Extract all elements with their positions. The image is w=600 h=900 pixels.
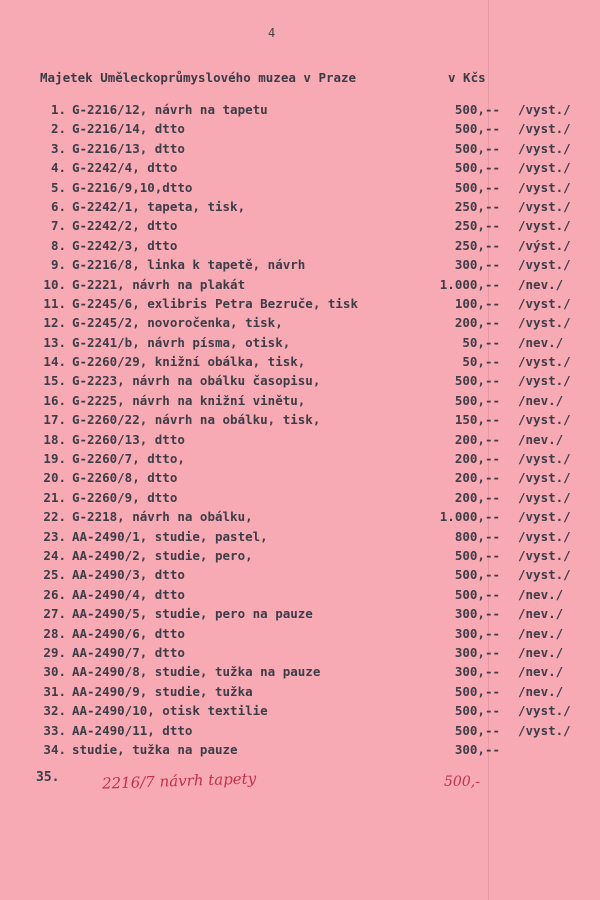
item-description: G-2260/9, dtto <box>72 489 178 505</box>
item-price: 300,-- <box>454 606 500 622</box>
item-price: 150,-- <box>454 412 500 428</box>
item-number: 10. <box>43 276 66 292</box>
item-status: /nev./ <box>518 276 564 292</box>
list-item <box>0 509 600 528</box>
list-item <box>0 393 600 412</box>
item-price: 300,-- <box>454 741 500 757</box>
item-description: studie, tužka na pauze <box>72 741 238 757</box>
item-price: 500,-- <box>454 586 500 602</box>
item-number: 3. <box>50 140 66 156</box>
list-item <box>0 723 600 742</box>
item-description: G-2242/1, tapeta, tisk, <box>72 198 246 214</box>
list-item <box>0 412 600 431</box>
list-item <box>0 218 600 237</box>
item-price: 200,-- <box>454 489 500 505</box>
item-price: 250,-- <box>454 237 500 253</box>
list-item <box>0 626 600 645</box>
item-status: /nev./ <box>518 644 564 660</box>
item-status: /nev./ <box>518 586 564 602</box>
item-status: /vyst./ <box>518 451 571 467</box>
item-status: /nev./ <box>518 334 564 350</box>
item-number: 12. <box>43 315 66 331</box>
item-number: 28. <box>43 625 66 641</box>
item-price: 500,-- <box>454 703 500 719</box>
list-item <box>0 277 600 296</box>
item-number: 27. <box>43 606 66 622</box>
handwritten-entry-text: 2216/7 návrh tapety <box>101 769 257 793</box>
item-description: G-2216/12, návrh na tapetu <box>72 102 268 117</box>
list-item <box>0 470 600 489</box>
item-status: /vyst./ <box>518 160 571 176</box>
list-item <box>0 238 600 257</box>
item-description: G-2260/8, dtto <box>72 470 178 486</box>
item-price: 500,-- <box>454 102 500 117</box>
item-description: G-2260/22, návrh na obálku, tisk, <box>72 412 321 428</box>
item-status: /vyst./ <box>518 470 571 486</box>
item-description: AA-2490/4, dtto <box>72 586 185 602</box>
item-number: 14. <box>43 354 66 370</box>
item-status: /vyst./ <box>518 315 571 331</box>
list-item <box>0 257 600 276</box>
handwritten-entry-price: 500,- <box>444 774 480 790</box>
item-description: G-2216/14, dtto <box>72 121 185 137</box>
item-price: 500,-- <box>454 140 500 156</box>
item-number: 13. <box>43 334 66 350</box>
handwritten-entry-number: 35. <box>36 770 60 785</box>
list-item <box>0 548 600 567</box>
item-description: AA-2490/9, studie, tužka <box>72 683 253 699</box>
item-number: 29. <box>43 644 66 660</box>
item-price: 500,-- <box>454 547 500 563</box>
item-description: G-2216/9,10,dtto <box>72 179 193 195</box>
item-price: 300,-- <box>454 625 500 641</box>
item-price: 300,-- <box>454 664 500 680</box>
item-status: /vyst./ <box>518 354 571 370</box>
item-price: 250,-- <box>454 198 500 214</box>
item-price: 50,-- <box>462 354 500 370</box>
list-item <box>0 606 600 625</box>
item-number: 23. <box>43 528 66 544</box>
item-price: 300,-- <box>454 644 500 660</box>
item-description: AA-2490/11, dtto <box>72 722 193 738</box>
item-description: AA-2490/10, otisk textilie <box>72 703 268 719</box>
list-item <box>0 315 600 334</box>
list-item <box>0 684 600 703</box>
item-price: 500,-- <box>454 722 500 738</box>
item-status: /vyst./ <box>518 102 571 117</box>
item-description: AA-2490/1, studie, pastel, <box>72 528 268 544</box>
item-description: AA-2490/3, dtto <box>72 567 185 583</box>
item-price: 250,-- <box>454 218 500 234</box>
item-price: 500,-- <box>454 121 500 137</box>
list-item <box>0 587 600 606</box>
item-price: 200,-- <box>454 451 500 467</box>
item-status: /vyst./ <box>518 257 571 273</box>
item-status: /výst./ <box>518 237 571 253</box>
item-description: G-2242/4, dtto <box>72 160 178 176</box>
item-number: 4. <box>50 160 66 176</box>
item-number: 7. <box>50 218 66 234</box>
item-status: /vyst./ <box>518 547 571 563</box>
item-number: 20. <box>43 470 66 486</box>
item-number: 30. <box>43 664 66 680</box>
item-status: /nev./ <box>518 664 564 680</box>
page-number: 4 <box>268 26 276 40</box>
item-price: 1.000,-- <box>439 509 500 525</box>
item-number: 16. <box>43 392 66 408</box>
item-description: G-2216/13, dtto <box>72 140 185 156</box>
document-header <box>40 70 560 85</box>
list-item <box>0 141 600 160</box>
item-number: 31. <box>43 683 66 699</box>
item-price: 500,-- <box>454 373 500 389</box>
list-item <box>0 567 600 586</box>
item-description: G-2216/8, linka k tapetě, návrh <box>72 257 306 273</box>
item-description: G-2221, návrh na plakát <box>72 276 246 292</box>
list-item <box>0 373 600 392</box>
list-item <box>0 451 600 470</box>
item-number: 26. <box>43 586 66 602</box>
item-description: G-2260/29, knižní obálka, tisk, <box>72 354 306 370</box>
item-description: G-2223, návrh na obálku časopisu, <box>72 373 321 389</box>
item-description: G-2241/b, návrh písma, otisk, <box>72 334 291 350</box>
item-status: /nev./ <box>518 392 564 408</box>
item-price: 100,-- <box>454 295 500 311</box>
item-description: G-2225, návrh na knižní vinětu, <box>72 392 306 408</box>
list-item <box>0 645 600 664</box>
header-title: Majetek Uměleckoprůmyslového muzea v Praze <box>40 70 357 85</box>
item-status: /nev./ <box>518 431 564 447</box>
item-price: 50,-- <box>462 334 500 350</box>
item-number: 1. <box>50 102 66 117</box>
list-item <box>0 354 600 373</box>
item-number: 15. <box>43 373 66 389</box>
item-status: /nev./ <box>518 625 564 641</box>
list-item <box>0 703 600 722</box>
item-number: 5. <box>50 179 66 195</box>
item-description: G-2242/3, dtto <box>72 237 178 253</box>
item-number: 34. <box>43 741 66 757</box>
item-status: /vyst./ <box>518 528 571 544</box>
item-number: 11. <box>43 295 66 311</box>
item-price: 200,-- <box>454 315 500 331</box>
item-description: AA-2490/6, dtto <box>72 625 185 641</box>
item-price: 500,-- <box>454 392 500 408</box>
list-item <box>0 742 600 761</box>
item-number: 6. <box>50 198 66 214</box>
item-price: 800,-- <box>454 528 500 544</box>
item-status: /vyst./ <box>518 295 571 311</box>
item-description: G-2242/2, dtto <box>72 218 178 234</box>
item-number: 24. <box>43 547 66 563</box>
item-number: 2. <box>50 121 66 137</box>
item-number: 19. <box>43 451 66 467</box>
item-description: G-2245/6, exlibris Petra Bezruče, tisk <box>72 295 358 311</box>
item-description: G-2260/13, dtto <box>72 431 185 447</box>
item-status: /vyst./ <box>518 373 571 389</box>
item-description: G-2218, návrh na obálku, <box>72 509 253 525</box>
item-description: G-2245/2, novoročenka, tisk, <box>72 315 283 331</box>
item-number: 21. <box>43 489 66 505</box>
item-description: AA-2490/2, studie, pero, <box>72 547 253 563</box>
handwritten-entry <box>0 770 600 800</box>
item-price: 300,-- <box>454 257 500 273</box>
list-item <box>0 160 600 179</box>
list-item <box>0 490 600 509</box>
item-price: 200,-- <box>454 431 500 447</box>
list-item <box>0 296 600 315</box>
item-status: /vyst./ <box>518 703 571 719</box>
item-status: /vyst./ <box>518 489 571 505</box>
item-number: 33. <box>43 722 66 738</box>
item-description: AA-2490/5, studie, pero na pauze <box>72 606 313 622</box>
item-number: 8. <box>50 237 66 253</box>
item-price: 500,-- <box>454 683 500 699</box>
item-status: /vyst./ <box>518 179 571 195</box>
item-status: /vyst./ <box>518 121 571 137</box>
item-status: /nev./ <box>518 606 564 622</box>
header-currency: v Kčs <box>448 70 486 85</box>
item-status: /vyst./ <box>518 509 571 525</box>
item-price: 500,-- <box>454 160 500 176</box>
item-number: 18. <box>43 431 66 447</box>
item-description: AA-2490/7, dtto <box>72 644 185 660</box>
list-item <box>0 335 600 354</box>
item-number: 9. <box>50 257 66 273</box>
item-status: /vyst./ <box>518 567 571 583</box>
item-description: AA-2490/8, studie, tužka na pauze <box>72 664 321 680</box>
item-number: 32. <box>43 703 66 719</box>
item-status: /vyst./ <box>518 218 571 234</box>
inventory-list <box>0 102 600 761</box>
item-number: 17. <box>43 412 66 428</box>
item-description: G-2260/7, dtto, <box>72 451 185 467</box>
item-status: /nev./ <box>518 683 564 699</box>
item-status: /vyst./ <box>518 722 571 738</box>
list-item <box>0 664 600 683</box>
item-price: 1.000,-- <box>439 276 500 292</box>
item-status: /vyst./ <box>518 140 571 156</box>
item-price: 200,-- <box>454 470 500 486</box>
item-status: /vyst./ <box>518 198 571 214</box>
item-price: 500,-- <box>454 179 500 195</box>
list-item <box>0 529 600 548</box>
list-item <box>0 180 600 199</box>
list-item <box>0 121 600 140</box>
item-number: 22. <box>43 509 66 525</box>
item-number: 25. <box>43 567 66 583</box>
list-item <box>0 102 600 121</box>
list-item <box>0 432 600 451</box>
item-price: 500,-- <box>454 567 500 583</box>
item-status: /vyst./ <box>518 412 571 428</box>
list-item <box>0 199 600 218</box>
